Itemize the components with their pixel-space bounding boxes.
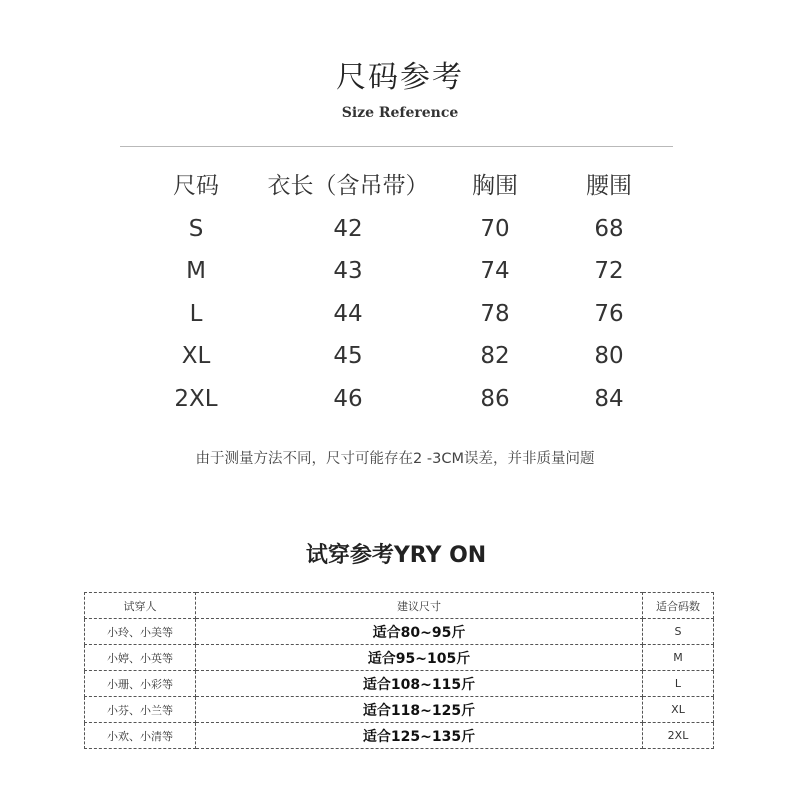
size-cell: M (186, 258, 206, 284)
bust-cell: 70 (480, 215, 510, 242)
column-header-recommended: 建议尺寸 (196, 593, 643, 619)
size-table (120, 165, 680, 420)
title-divider (120, 146, 673, 147)
bust-cell: 78 (480, 300, 510, 327)
waist-cell: 80 (594, 343, 624, 369)
tryon-title: 试穿参考YRY ON (305, 543, 487, 568)
tryon-row (85, 619, 714, 645)
recommended-cell: 适合95~105斤 (196, 645, 643, 671)
size-row (120, 208, 680, 251)
fit-size-cell: M (643, 645, 714, 671)
measurement-note: 由于测量方法不同，尺寸可能存在2 -3CM误差，并非质量问题 (195, 451, 595, 467)
waist-cell: 68 (594, 215, 624, 242)
size-row (120, 378, 680, 421)
column-header-waist: 腰围 (586, 173, 632, 199)
waist-cell: 76 (594, 300, 624, 327)
size-cell: XL (181, 343, 211, 369)
length-cell: 45 (333, 343, 363, 369)
tryon-row (85, 645, 714, 671)
recommended-cell: 适合80~95斤 (196, 619, 643, 645)
size-cell: L (189, 300, 203, 327)
bust-cell: 86 (480, 385, 510, 412)
waist-cell: 84 (594, 385, 624, 412)
fit-size-cell: L (643, 671, 714, 697)
fit-size-cell: 2XL (643, 723, 714, 749)
page-title: 尺码参考 (336, 60, 464, 95)
length-cell: 44 (333, 300, 363, 327)
waist-cell: 72 (594, 258, 624, 284)
recommended-cell: 适合108~115斤 (196, 671, 643, 697)
person-cell: 小玲、小美等 (85, 619, 196, 645)
size-row (120, 293, 680, 336)
tryon-table-header (85, 593, 714, 619)
tryon-row (85, 671, 714, 697)
person-cell: 小婷、小英等 (85, 645, 196, 671)
person-cell: 小芬、小兰等 (85, 697, 196, 723)
tryon-row (85, 697, 714, 723)
person-cell: 小欢、小清等 (85, 723, 196, 749)
size-cell: 2XL (174, 385, 218, 412)
size-row (120, 335, 680, 378)
recommended-cell: 适合118~125斤 (196, 697, 643, 723)
column-header-person: 试穿人 (85, 593, 196, 619)
recommended-cell: 适合125~135斤 (196, 723, 643, 749)
length-cell: 46 (333, 385, 363, 412)
bust-cell: 74 (480, 258, 510, 284)
length-cell: 43 (333, 258, 363, 284)
column-header-bust: 胸围 (472, 173, 518, 199)
tryon-table (84, 592, 714, 749)
column-header-fit-size: 适合码数 (643, 593, 714, 619)
size-table-header (120, 165, 680, 208)
tryon-row (85, 723, 714, 749)
column-header-length: 衣长（含吊带） (267, 173, 429, 199)
length-cell: 42 (333, 215, 363, 242)
size-cell: S (188, 215, 204, 242)
column-header-size: 尺码 (173, 173, 219, 199)
page-subtitle: Size Reference (341, 105, 459, 121)
fit-size-cell: XL (643, 697, 714, 723)
person-cell: 小珊、小彩等 (85, 671, 196, 697)
fit-size-cell: S (643, 619, 714, 645)
size-row (120, 250, 680, 293)
bust-cell: 82 (480, 343, 510, 369)
